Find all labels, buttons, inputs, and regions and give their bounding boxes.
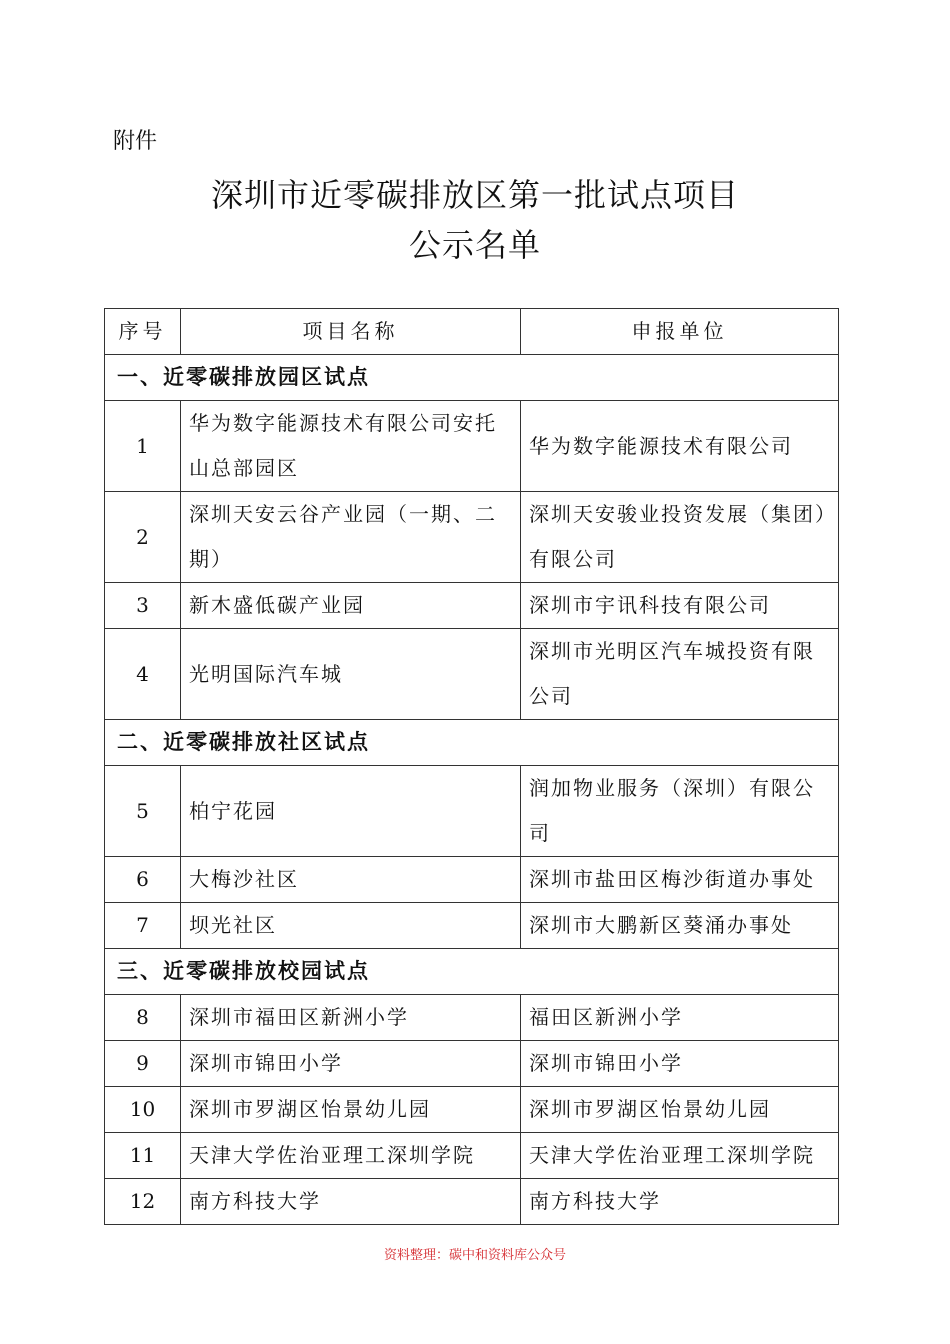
applicant-unit: 深圳市盐田区梅沙街道办事处 xyxy=(521,857,839,903)
footer-source-note: 资料整理：碳中和资料库公众号 xyxy=(383,1248,566,1263)
applicant-unit: 深圳市大鹏新区葵涌办事处 xyxy=(521,903,839,949)
table-row xyxy=(105,766,839,857)
project-name: 柏宁花园 xyxy=(181,766,521,857)
row-number: 12 xyxy=(105,1179,181,1225)
project-name: 天津大学佐治亚理工深圳学院 xyxy=(181,1133,521,1179)
project-name: 深圳天安云谷产业园（一期、二期） xyxy=(181,492,521,583)
table-row xyxy=(105,629,839,720)
section-title: 二、近零碳排放社区试点 xyxy=(105,720,839,766)
section-title: 三、近零碳排放校园试点 xyxy=(105,949,839,995)
table-row xyxy=(105,583,839,629)
project-name: 新木盛低碳产业园 xyxy=(181,583,521,629)
table-row xyxy=(105,1041,839,1087)
table-header-row xyxy=(105,309,839,355)
row-number: 6 xyxy=(105,857,181,903)
applicant-unit: 深圳市锦田小学 xyxy=(521,1041,839,1087)
row-number: 7 xyxy=(105,903,181,949)
row-number: 5 xyxy=(105,766,181,857)
row-number: 4 xyxy=(105,629,181,720)
table-row xyxy=(105,903,839,949)
project-name: 深圳市锦田小学 xyxy=(181,1041,521,1087)
row-number: 9 xyxy=(105,1041,181,1087)
section-row xyxy=(105,355,839,401)
applicant-unit: 深圳市罗湖区怡景幼儿园 xyxy=(521,1087,839,1133)
table-row xyxy=(105,401,839,492)
project-name: 华为数字能源技术有限公司安托山总部园区 xyxy=(181,401,521,492)
table-row xyxy=(105,1133,839,1179)
row-number: 3 xyxy=(105,583,181,629)
table-row xyxy=(105,1087,839,1133)
header-applicant: 申报单位 xyxy=(521,309,839,355)
row-number: 11 xyxy=(105,1133,181,1179)
row-number: 1 xyxy=(105,401,181,492)
attachment-label: 附件 xyxy=(113,129,158,154)
header-serial: 序号 xyxy=(105,309,181,355)
section-row xyxy=(105,720,839,766)
header-project-name: 项目名称 xyxy=(181,309,521,355)
project-name: 光明国际汽车城 xyxy=(181,629,521,720)
table-row xyxy=(105,995,839,1041)
project-name: 大梅沙社区 xyxy=(181,857,521,903)
table-row xyxy=(105,1179,839,1225)
section-title: 一、近零碳排放园区试点 xyxy=(105,355,839,401)
project-name: 深圳市福田区新洲小学 xyxy=(181,995,521,1041)
applicant-unit: 南方科技大学 xyxy=(521,1179,839,1225)
pilot-projects-table xyxy=(104,308,839,1225)
applicant-unit: 深圳市光明区汽车城投资有限公司 xyxy=(521,629,839,720)
applicant-unit: 润加物业服务（深圳）有限公司 xyxy=(521,766,839,857)
row-number: 10 xyxy=(105,1087,181,1133)
table-row xyxy=(105,857,839,903)
project-name: 南方科技大学 xyxy=(181,1179,521,1225)
applicant-unit: 福田区新洲小学 xyxy=(521,995,839,1041)
section-row xyxy=(105,949,839,995)
applicant-unit: 深圳市宇讯科技有限公司 xyxy=(521,583,839,629)
applicant-unit: 华为数字能源技术有限公司 xyxy=(521,401,839,492)
page-subtitle: 公示名单 xyxy=(408,226,541,264)
row-number: 8 xyxy=(105,995,181,1041)
applicant-unit: 深圳天安骏业投资发展（集团）有限公司 xyxy=(521,492,839,583)
applicant-unit: 天津大学佐治亚理工深圳学院 xyxy=(521,1133,839,1179)
row-number: 2 xyxy=(105,492,181,583)
table-row xyxy=(105,492,839,583)
project-name: 深圳市罗湖区怡景幼儿园 xyxy=(181,1087,521,1133)
project-name: 坝光社区 xyxy=(181,903,521,949)
page-title: 深圳市近零碳排放区第一批试点项目 xyxy=(210,176,739,214)
